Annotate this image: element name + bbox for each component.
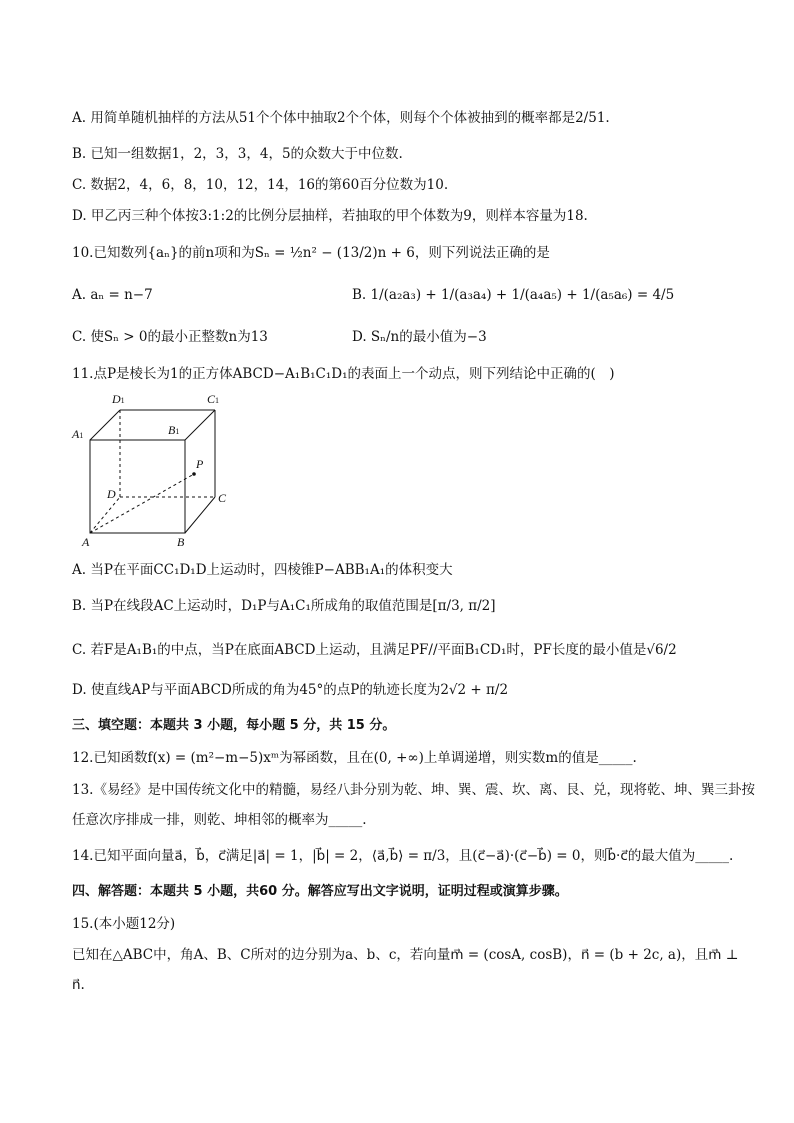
q10-option-a: A. aₙ = n−7 [72,287,153,303]
q11-option-b: B. 当P在线段AC上运动时，D₁P与A₁C₁所成角的取值范围是[π/3, π/2] [72,598,496,614]
q15-stem-line2: n⃗. [72,977,85,993]
q13-stem-line1: 13.《易经》是中国传统文化中的精髓，易经八卦分别为乾、坤、巽、震、坎、离、艮、兑，现将乾、坤、巽三卦按 [72,782,755,798]
section-4-heading: 四、解答题：本题共 5 小题，共60 分。解答应写出文字说明，证明过程或演算步骤。 [72,884,568,899]
q11-option-d: D. 使直线AP与平面ABCD所成的角为45°的点P的轨迹长度为2√2 + π/2 [72,682,509,698]
q10-option-d: D. Sₙ/n的最小值为−3 [352,329,487,345]
label-a1: A1 [72,427,84,441]
q13-stem-line2: 任意次序排成一排，则乾、坤相邻的概率为_____. [72,812,367,828]
q12-stem: 12.已知函数f(x) = (m²−m−5)xᵐ为幂函数，且在(0, +∞)上单调递增，则实数m的值是_____. [72,750,637,766]
q9-option-d: D. 甲乙丙三种个体按3:1:2的比例分层抽样，若抽取的甲个体数为9，则样本容量为18. [72,208,588,224]
label-a: A [82,535,90,548]
q11-option-a: A. 当P在平面CC₁D₁D上运动时，四棱锥P−ABB₁A₁的体积变大 [72,562,453,578]
q11-option-c: C. 若F是A₁B₁的中点，当P在底面ABCD上运动，且满足PF//平面B₁CD₁时，PF长度的最小值是√6/2 [72,642,677,658]
section-3-heading: 三、填空题：本题共 3 小题，每小题 5 分，共 15 分。 [72,718,396,733]
q9-option-a: A. 用简单随机抽样的方法从51个个体中抽取2个个体，则每个个体被抽到的概率都是2/51. [72,110,610,126]
q15-stem-line1: 已知在△ABC中，角A、B、C所对的边分别为a、b、c，若向量m⃗ = (cosA, cosB)，n⃗ = (b + 2c, a)，且m⃗ ⊥ [72,947,739,963]
label-d1: D1 [112,392,125,406]
label-b: B [177,535,185,548]
label-b1: B1 [168,423,180,437]
q9-option-b: B. 已知一组数据1，2，3，3，4，5的众数大于中位数. [72,146,403,162]
label-d: D [107,487,116,501]
q14-stem: 14.已知平面向量a⃗，b⃗，c⃗满足|a⃗| = 1，|b⃗| = 2，⟨a⃗,b⃗⟩ = π/3，且(c⃗−a⃗)·(c⃗−b⃗) = 0，则b⃗·c⃗的最大值为_____. [72,848,734,864]
q11-stem: 11.点P是棱长为1的正方体ABCD−A₁B₁C₁D₁的表面上一个动点，则下列结论中正确的( ) [72,366,615,382]
q10-option-c: C. 使Sₙ > 0的最小正整数n为13 [72,329,268,345]
q15-title: 15.(本小题12分) [72,916,176,932]
q9-option-c: C. 数据2，4，6，8，10，12，14，16的第60百分位数为10. [72,177,449,193]
cube-figure [68,388,238,548]
label-c: C [218,491,227,505]
label-c1: C1 [207,392,220,406]
q10-option-b: B. 1/(a₂a₃) + 1/(a₃a₄) + 1/(a₄a₅) + 1/(a₅a₆) = 4/5 [352,287,675,303]
label-p: P [196,457,204,471]
q10-stem: 10.已知数列{aₙ}的前n项和为Sₙ = ½n² − (13/2)n + 6，则下列说法正确的是 [72,245,550,261]
